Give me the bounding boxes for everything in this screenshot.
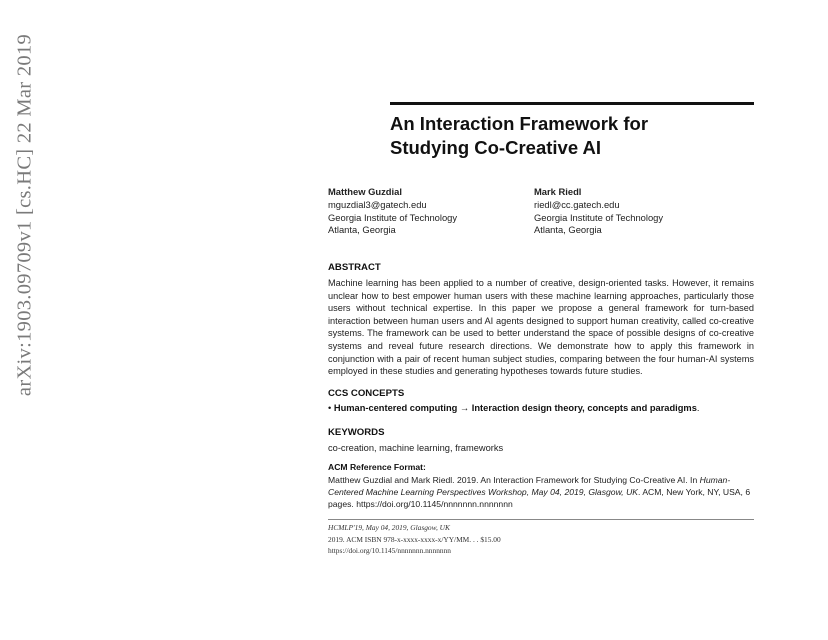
arxiv-identifier: arXiv:1903.09709v1 [cs.HC] 22 Mar 2019 <box>13 33 36 397</box>
author-affiliation: Georgia Institute of Technology <box>534 211 664 223</box>
author-email[interactable]: riedl@cc.gatech.edu <box>534 198 620 210</box>
reference-part-1: Matthew Guzdial and Mark Riedl. 2019. An Interaction Framework for Studying Co-Creative AI. In <box>328 475 700 485</box>
ccs-concept-b: Interaction design theory, concepts and paradigms <box>471 403 697 413</box>
author-2 <box>534 186 663 237</box>
ccs-period: . <box>696 403 700 413</box>
ccs-heading: CCS CONCEPTS <box>328 388 405 399</box>
abstract-heading: ABSTRACT <box>328 262 381 273</box>
abstract-text: Machine learning has been applied to a number of creative, design-oriented tasks. However, it remains unclear how to best empower human users with these machine learning approaches, particularly those users without technical expertise. In this paper we propose a general framework for turn-based interaction between human users and AI agents designed to support human creativity, called co-creative systems. The framework can be used to better understand the space of possible designs of co-creative systems and reveal future research directions. We demonstrate how to apply this framework in conjunction with a pair of recent human subject studies, comparing between the four human-AI systems employed in these studies and generating hypotheses towards future studies. <box>328 278 754 377</box>
author-email[interactable]: mguzdial3@gatech.edu <box>328 198 427 210</box>
paper-title <box>390 112 754 160</box>
author-location: Atlanta, Georgia <box>328 224 396 236</box>
author-name: Mark Riedl <box>534 186 582 197</box>
footer-isbn: 2019. ACM ISBN 978-x-xxxx-xxxx-x/YY/MM. . . $15.00 <box>328 535 501 544</box>
title-line-1: An Interaction Framework for <box>390 113 649 134</box>
footer-venue: HCMLP'19, May 04, 2019, Glasgow, UK <box>328 523 450 532</box>
author-location: Atlanta, Georgia <box>534 224 602 236</box>
reference-part-2: . ACM, New York, NY, USA, 6 pages. https://doi.org/10.1145/nnnnnnn.nnnnnnn <box>328 487 751 509</box>
reference-venue: Human-Centered Machine Learning Perspectives Workshop, May 04, 2019, Glasgow, UK <box>328 475 731 497</box>
keywords-heading: KEYWORDS <box>328 427 385 438</box>
ccs-concept-a: Human-centered computing <box>333 403 458 413</box>
author-1 <box>328 186 457 237</box>
title-line-2: Studying Co-Creative AI <box>390 137 602 158</box>
reference-text <box>328 474 754 510</box>
reference-heading: ACM Reference Format: <box>328 462 426 472</box>
ccs-concepts <box>328 403 754 413</box>
author-affiliation: Georgia Institute of Technology <box>328 211 458 223</box>
author-name: Matthew Guzdial <box>328 186 402 197</box>
footer-doi[interactable]: https://doi.org/10.1145/nnnnnnn.nnnnnnn <box>328 546 451 555</box>
ccs-arrow: → <box>459 403 470 413</box>
footnote-rule <box>328 519 754 520</box>
ccs-bullet: • <box>328 403 332 413</box>
title-rule <box>390 102 754 105</box>
arxiv-sidebar <box>6 30 44 400</box>
keywords-text: co-creation, machine learning, frameworks <box>328 443 504 453</box>
